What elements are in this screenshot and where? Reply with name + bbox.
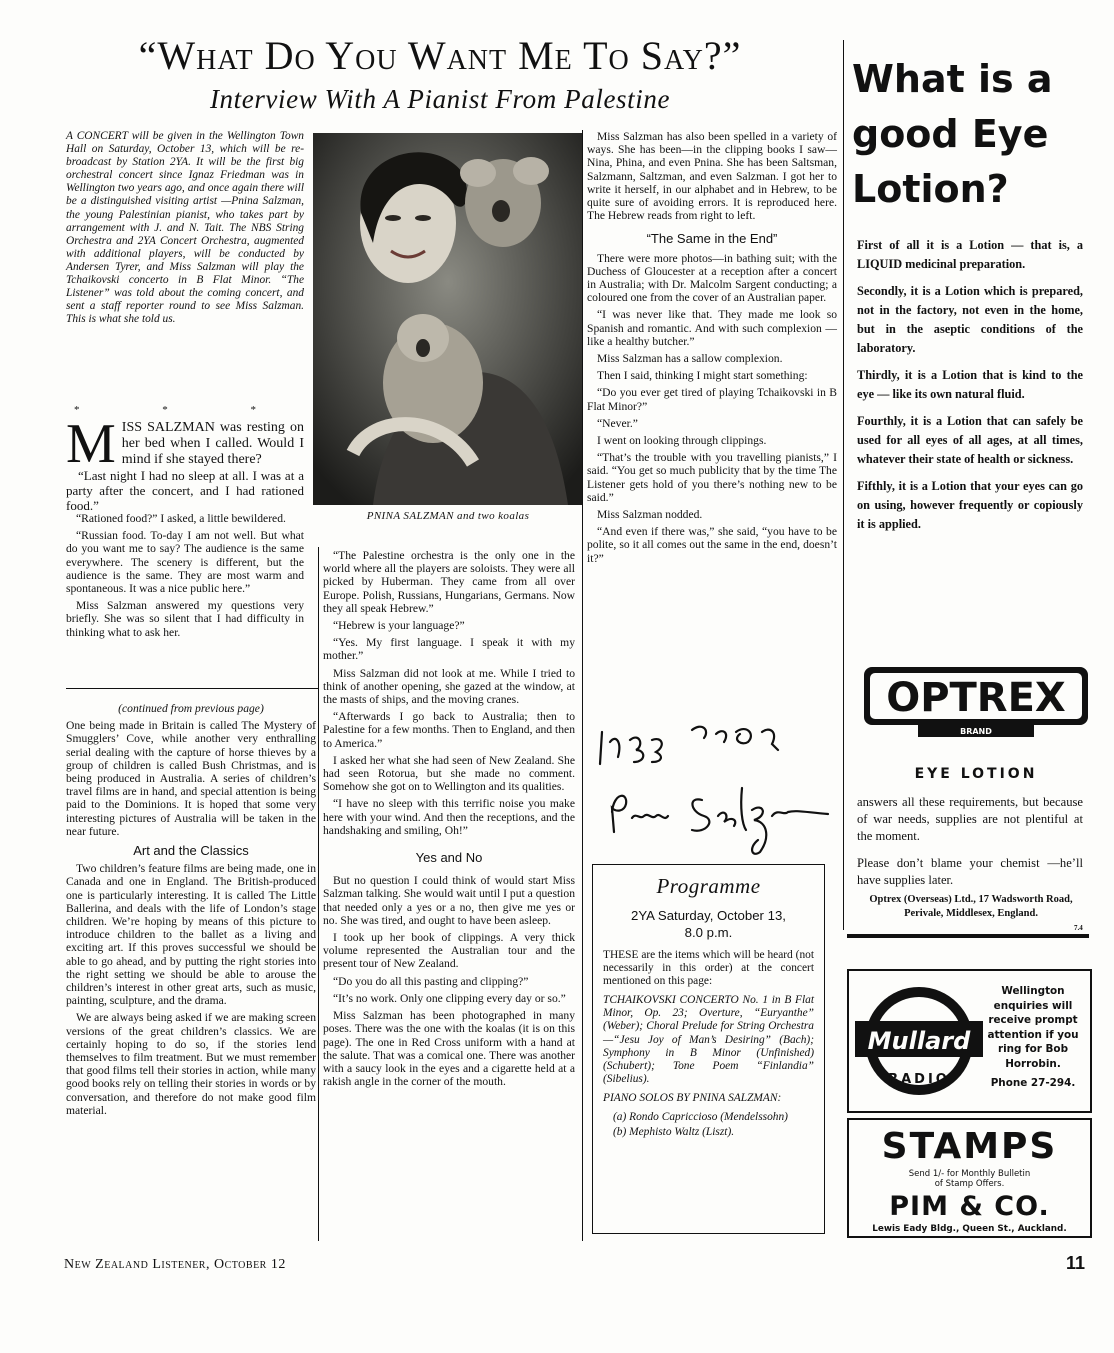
- ad-code: 7.4: [1074, 924, 1083, 932]
- ad-paragraph: Fourthly, it is a Lotion that can safely be used for all eyes of all ages, at all times, whatever their state of health or sickness.: [857, 414, 1083, 466]
- column-divider: [66, 688, 318, 689]
- article-paragraph: “Rationed food?” I asked, a little bewildered.: [76, 512, 286, 525]
- column-2-body: [323, 549, 575, 1092]
- optrex-brand-sub: BRAND: [960, 727, 992, 736]
- stamps-ad: [847, 1118, 1092, 1238]
- mullard-ad: [847, 969, 1092, 1113]
- article-paragraph: “Yes. My first language. I speak it with my mother.”: [323, 636, 575, 663]
- lead-text: ISS SALZMAN was resting on her bed when I called. Would I mind if she stayed there?: [121, 420, 304, 467]
- mullard-phone: Phone 27-294.: [990, 1076, 1076, 1089]
- article-paragraph: “The Palestine orchestra is the only one in the world where all the players are soloists. They were all picked by Huberman. They came from all over Europe. Polish, Russians, Hungarians, Germans. Now they all speak Hebrew.”: [323, 549, 575, 615]
- footer-publication: New Zealand Listener, October 12: [64, 1257, 286, 1272]
- article-paragraph: There were more photos—in bathing suit; with the Duchess of Gloucester at a reception after a concert in Australia; with Dr. Malcolm Sargent conducting; a coloured one from the cover of an Australian paper.: [587, 251, 837, 305]
- article-paragraph: Two children’s feature films are being made, one in Canada and one in England. The British-produced one is particularly interesting. It is called The Little Ballerina, and deals with the life of London’s stage children. We’re hoping by means of this picture to introduce children to the ballet as a living and exciting art. If this proves successful we should be able to go ahead, and by putting the right stories into the right setting we should be able to arouse the children’s interest in other great arts, such as music, painting, sculpture, and the drama.: [66, 862, 316, 1008]
- section-heading: Yes and No: [415, 850, 483, 866]
- section-stars: * * *: [74, 404, 296, 416]
- ad-paragraph: answers all these requirements, but because of war needs, supplies are not plentiful at the moment.: [857, 795, 1083, 843]
- programme-station: 2YA Saturday, October 13,: [631, 908, 786, 923]
- article-paragraph: Miss Salzman has also been spelled in a variety of ways. She has been—in the clipping books I saw—Nina, Phina, and even Pnina. She has been Saltsman, Salzmann, Saltzman, and even Salzman. I got her to write it herself, in our alphabet and in Hebrew, to be quite sure of avoiding errors. It is reproduced here. The Hebrew reads from right to left.: [587, 130, 837, 223]
- mullard-radio-text: RADIO: [888, 1072, 950, 1087]
- programme-items: TCHAIKOVSKI CONCERTO No. 1 in B Flat Minor, Op. 23; Overture, “Euryanthe” (Weber); Choral Prelude for String Orchestra—“Jesu Joy of Man’s Desiring” (Bach); Symphony in B Minor (Unfinished) (Schubert); Tone Poem “Finlandia” (Sibelius).: [603, 994, 814, 1085]
- ad-paragraph: First of all it is a Lotion — that is, a LIQUID medicinal preparation.: [857, 238, 1083, 271]
- continued-article: [66, 702, 316, 1121]
- ad-paragraph: Fifthly, it is a Lotion that your eyes can go on using, however frequently or copiously it is applied.: [857, 479, 1083, 531]
- lead-second-paragraph: “Last night I had no sleep at all. I was at a party after the concert, and I had rationed food.”: [66, 468, 304, 513]
- photo-illustration: [313, 133, 583, 505]
- article-paragraph: Miss Salzman did not look at me. While I tried to think of another opening, she gazed at the window, at the masts of ships, and the moving cranes.: [323, 666, 575, 707]
- programme-solo: (b) Mephisto Waltz (Liszt).: [613, 1126, 735, 1139]
- continued-label: (continued from previous page): [118, 702, 264, 715]
- article-paragraph: I took up her book of clippings. A very thick volume represented the Australian tour and the present tour of New Zealand.: [323, 931, 575, 971]
- ad-paragraph: Please don’t blame your chemist —he’ll have supplies later.: [857, 856, 1083, 887]
- stamps-address: Lewis Eady Bldg., Queen St., Auckland.: [872, 1224, 1067, 1234]
- column-divider: [582, 130, 583, 1241]
- programme-title: Programme: [656, 874, 761, 898]
- article-paragraph: “Russian food. To-day I am not well. But what do you want me to say? The audience is the same everywhere. The scenery is different, but the audience is the same. They are most warm and spontaneous. It was a nice public here.”: [66, 529, 304, 596]
- programme-heading: [593, 907, 824, 941]
- lead-paragraph: [66, 413, 304, 513]
- eye-lotion-label: EYE LOTION: [914, 766, 1038, 782]
- article-paragraph: Then I said, thinking I might start something:: [597, 369, 808, 383]
- optrex-logo-graphic: [858, 663, 1094, 743]
- column-1-body: [66, 512, 304, 643]
- programme-body: [593, 941, 824, 1139]
- article-paragraph: “And even if there was,” she said, “you have to be polite, so it all comes out the same in the end, doesn’t it?”: [587, 525, 837, 565]
- stamps-title: STAMPS: [881, 1126, 1058, 1167]
- column-3-body: [587, 130, 837, 569]
- programme-solo: (a) Rondo Capriccioso (Mendelssohn): [613, 1111, 788, 1124]
- article-paragraph: “Never.”: [597, 416, 638, 430]
- article-paragraph: “Hebrew is your language?”: [333, 619, 465, 633]
- portrait-photo: [313, 133, 583, 505]
- article-paragraph: I went on looking through clippings.: [597, 434, 767, 448]
- ad-divider: [843, 40, 844, 930]
- article-paragraph: Miss Salzman answered my questions very briefly. She was so silent that I had difficulty in thinking what to ask her.: [66, 599, 304, 639]
- handwritten-signature: [592, 712, 842, 862]
- programme-time: 8.0 p.m.: [684, 925, 733, 940]
- article-paragraph: “Do you do all this pasting and clipping?”: [333, 974, 529, 988]
- signature-drawing: [592, 712, 842, 862]
- ad-paragraph: Secondly, it is a Lotion which is prepared, not in the factory, not even in the home, but in the aseptic conditions of the laboratory.: [857, 284, 1083, 355]
- programme-solos-heading: PIANO SOLOS BY PNINA SALZMAN:: [603, 1091, 782, 1104]
- article-paragraph: One being made in Britain is called The Mystery of Smugglers’ Cove, while another very enthralling serial dealing with the capture of horse thieves by a group of children is called Bush Christmas, and is being produced in Australia. A series of children’s travel films are in hand, and special attention is being paid to the Dominions. It is hoped that some very interesting pictures of Australia will be taken in the near future.: [66, 719, 316, 838]
- mullard-text: Wellington enquiries will receive prompt attention if you ring for Bob Horrobin.: [987, 985, 1079, 1070]
- ad-bottom-rule: [847, 934, 1089, 938]
- ad-address: Optrex (Overseas) Ltd., 17 Wadsworth Road, Perivale, Middlesex, England.: [869, 894, 1073, 919]
- article-paragraph: “That’s the trouble with you travelling pianists,” I said. “You get so much publicity that by the time The Listener gets hold of you there’s nothing new to be said.”: [587, 451, 837, 504]
- mullard-logo-text: Mullard: [867, 1027, 971, 1055]
- ad-headline: What is a good Eye Lotion?: [852, 57, 1053, 211]
- mullard-logo: [855, 981, 983, 1101]
- mullard-copy: [983, 984, 1083, 1090]
- headline: “What Do You Want Me To Say?”: [138, 33, 742, 78]
- article-paragraph: “I was never like that. They made me look so Spanish and romantic. And with such complexion — like a healthy butcher.”: [587, 308, 837, 348]
- stamps-line: of Stamp Offers.: [934, 1179, 1005, 1189]
- optrex-brand-text: OPTREX: [886, 675, 1066, 721]
- section-heading: Art and the Classics: [133, 843, 249, 859]
- stamps-line: Send 1/- for Monthly Bulletin: [908, 1169, 1031, 1179]
- section-heading: “The Same in the End”: [646, 231, 778, 247]
- ad-tail: [857, 794, 1083, 899]
- article-paragraph: But no question I could think of would start Miss Salzman talking. She would wait until I put a question that needed only a yes or a no, then give me yes or no. She was tired, and ought to have been asleep.: [323, 874, 575, 927]
- photo-caption: PNINA SALZMAN and two koalas: [366, 510, 530, 522]
- stamps-firm: PIM & CO.: [889, 1191, 1050, 1222]
- article-paragraph: “Afterwards I go back to Australia; then to Palestine for a few months. Then to England, and then to America.”: [323, 710, 575, 750]
- article-paragraph: “Do you ever get tired of playing Tchaikovski in B Flat Minor?”: [587, 386, 837, 413]
- article-paragraph: “It’s no work. Only one clipping every day or so.”: [333, 991, 566, 1005]
- article-paragraph: “I have no sleep with this terrific noise you make here with your wind. And then the receptions, and the handshaking and smiling, Oh!”: [323, 797, 575, 837]
- intro-paragraph: A CONCERT will be given in the Wellington Town Hall on Saturday, October 13, which will be re-broadcast by Station 2YA. It will be the first big orchestral concert since Ignaz Friedman was in Wellington two years ago, and once again there will be a distinguished visiting artist —Pnina Salzman, the young Palestinian pianist, who takes part by arrangement with J. and N. Tait. The NBS String Orchestra and 2YA Concert Orchestra, augmented with additional players, will be conducted by Andersen Tyrer, and Miss Salzman will play the Tchaikovski concerto in B Flat Minor. “The Listener” was told about the coming concert, and sent a staff reporter round to see Miss Salzman. This is what she told us.: [66, 130, 304, 326]
- page-number: 11: [1066, 1253, 1086, 1273]
- article-paragraph: We are always being asked if we are making screen versions of the great children’s classics. We are certainly hoping to do so, if the stories lend themselves to film treatment. But we must remember that good films tell their stories in action, while many good books rely on telling their stories in words or by conversation, and therefore do not make good film material.: [66, 1011, 316, 1117]
- stamps-offer: [849, 1169, 1090, 1189]
- ad-paragraph: Thirdly, it is a Lotion that is kind to the eye — like its own natural fluid.: [857, 368, 1083, 401]
- article-paragraph: Miss Salzman nodded.: [597, 508, 703, 522]
- subheadline: Interview With A Pianist From Palestine: [209, 84, 671, 114]
- article-paragraph: I asked her what she had seen of New Zealand. She had seen Rotorua, but she made no comment. Somehow she got on to Wellington and its qualities.: [323, 753, 575, 794]
- article-paragraph: Miss Salzman has a sallow complexion.: [597, 352, 783, 366]
- programme-box: [592, 864, 825, 1234]
- column-divider: [318, 547, 319, 1241]
- article-paragraph: Miss Salzman has been photographed in many poses. There was the one with the koalas (it is on this page). The one in Red Cross uniform with a hand at the salute. That was a comical one. There was another with a saucy look in the eyes and a cigarette held at a rakish angle in the corner of the mouth.: [323, 1009, 575, 1089]
- ad-body: [857, 236, 1083, 542]
- optrex-logo: [858, 663, 1094, 743]
- drop-cap: M: [66, 413, 116, 475]
- programme-intro: THESE are the items which will be heard (not necessarily in this order) at the concert mentioned on this page:: [603, 949, 814, 988]
